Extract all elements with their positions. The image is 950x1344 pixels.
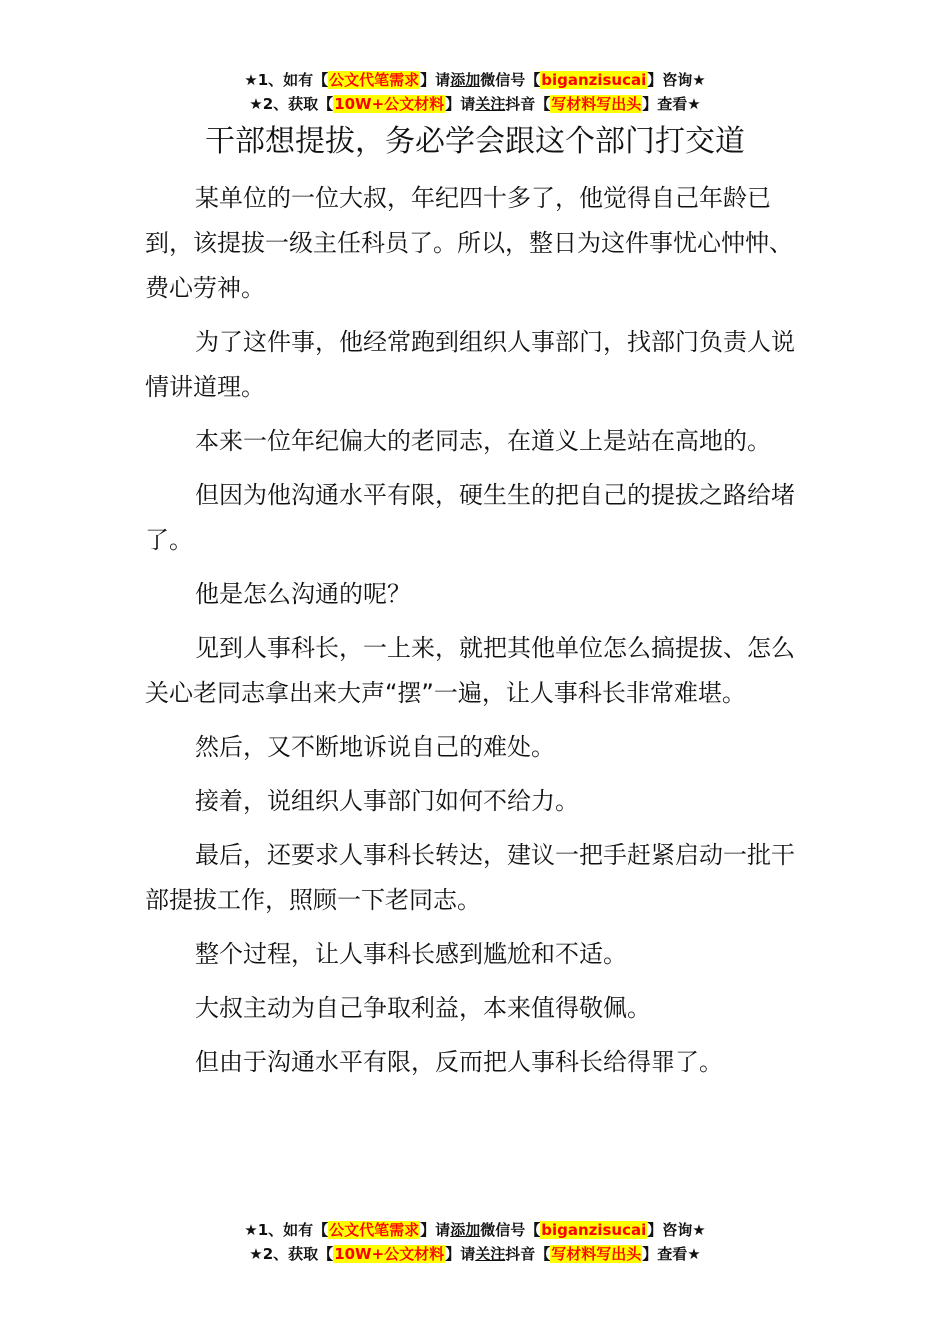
banner-line-1-highlight-service: 公文代笔需求 <box>329 1221 420 1239</box>
banner-line-2-suffix: 】查看★ <box>642 95 701 113</box>
banner-line-1-emphasis: 添加 <box>450 71 481 89</box>
banner-line-2-highlight-douyin: 写材料写出头 <box>551 95 642 113</box>
banner-line-2-emphasis: 关注 <box>475 1245 506 1263</box>
banner-line-2-highlight-materials: 10W+公文材料 <box>334 1245 445 1263</box>
article-title: 干部想提拔，务必学会跟这个部门打交道 <box>205 124 745 159</box>
banner-line-2-suffix: 】查看★ <box>642 1245 701 1263</box>
banner-line-1-suffix: 】咨询★ <box>647 1221 706 1239</box>
banner-line-2 <box>0 1242 950 1266</box>
paragraph: 某单位的一位大叔，年纪四十多了，他觉得自己年龄已到，该提拔一级主任科员了。所以，整日为这件事忧心忡忡、费心劳神。 <box>145 184 793 302</box>
banner-line-1-emphasis: 添加 <box>450 1221 481 1239</box>
banner-line-1-mid2: 微信号【 <box>480 1221 541 1239</box>
paragraph: 然后，又不断地诉说自己的难处。 <box>195 733 555 761</box>
banner-line-2-mid2: 抖音【 <box>505 1245 551 1263</box>
banner-line-1-prefix: ★1、如有【 <box>244 71 329 89</box>
banner-line-1-mid: 】请 <box>420 71 451 89</box>
banner-line-2-prefix: ★2、获取【 <box>249 95 334 113</box>
banner-line-1-highlight-wechat: biganzisucai <box>541 1221 647 1239</box>
banner-line-1-suffix: 】咨询★ <box>647 71 706 89</box>
banner-line-2-mid: 】请 <box>445 95 476 113</box>
banner-line-2 <box>0 92 950 116</box>
paragraph: 最后，还要求人事科长转达，建议一把手赶紧启动一批干部提拔工作，照顾一下老同志。 <box>145 841 795 914</box>
paragraph: 大叔主动为自己争取利益，本来值得敬佩。 <box>195 994 651 1022</box>
banner-line-1-prefix: ★1、如有【 <box>244 1221 329 1239</box>
header-banner <box>0 68 950 116</box>
banner-line-1 <box>0 68 950 92</box>
banner-line-1-mid: 】请 <box>420 1221 451 1239</box>
banner-line-1-highlight-wechat: biganzisucai <box>541 71 647 89</box>
banner-line-2-highlight-douyin: 写材料写出头 <box>551 1245 642 1263</box>
paragraph: 接着，说组织人事部门如何不给力。 <box>195 787 579 815</box>
paragraph: 为了这件事，他经常跑到组织人事部门，找部门负责人说情讲道理。 <box>145 328 795 401</box>
paragraph: 整个过程，让人事科长感到尴尬和不适。 <box>195 940 627 968</box>
banner-line-2-emphasis: 关注 <box>475 95 506 113</box>
banner-line-1-highlight-service: 公文代笔需求 <box>329 71 420 89</box>
article-body <box>145 176 810 1094</box>
paragraph: 本来一位年纪偏大的老同志，在道义上是站在高地的。 <box>195 427 771 455</box>
paragraph: 见到人事科长，一上来，就把其他单位怎么搞提拔、怎么关心老同志拿出来大声“摆”一遍，让人事科长非常难堪。 <box>145 634 795 707</box>
banner-line-1 <box>0 1218 950 1242</box>
paragraph: 他是怎么沟通的呢？ <box>195 580 411 608</box>
banner-line-2-mid: 】请 <box>445 1245 476 1263</box>
banner-line-2-highlight-materials: 10W+公文材料 <box>334 95 445 113</box>
banner-line-2-mid2: 抖音【 <box>505 95 551 113</box>
banner-line-1-mid2: 微信号【 <box>480 71 541 89</box>
footer-banner <box>0 1218 950 1266</box>
paragraph: 但由于沟通水平有限，反而把人事科长给得罪了。 <box>195 1048 723 1076</box>
banner-line-2-prefix: ★2、获取【 <box>249 1245 334 1263</box>
paragraph: 但因为他沟通水平有限，硬生生的把自己的提拔之路给堵了。 <box>145 481 795 554</box>
